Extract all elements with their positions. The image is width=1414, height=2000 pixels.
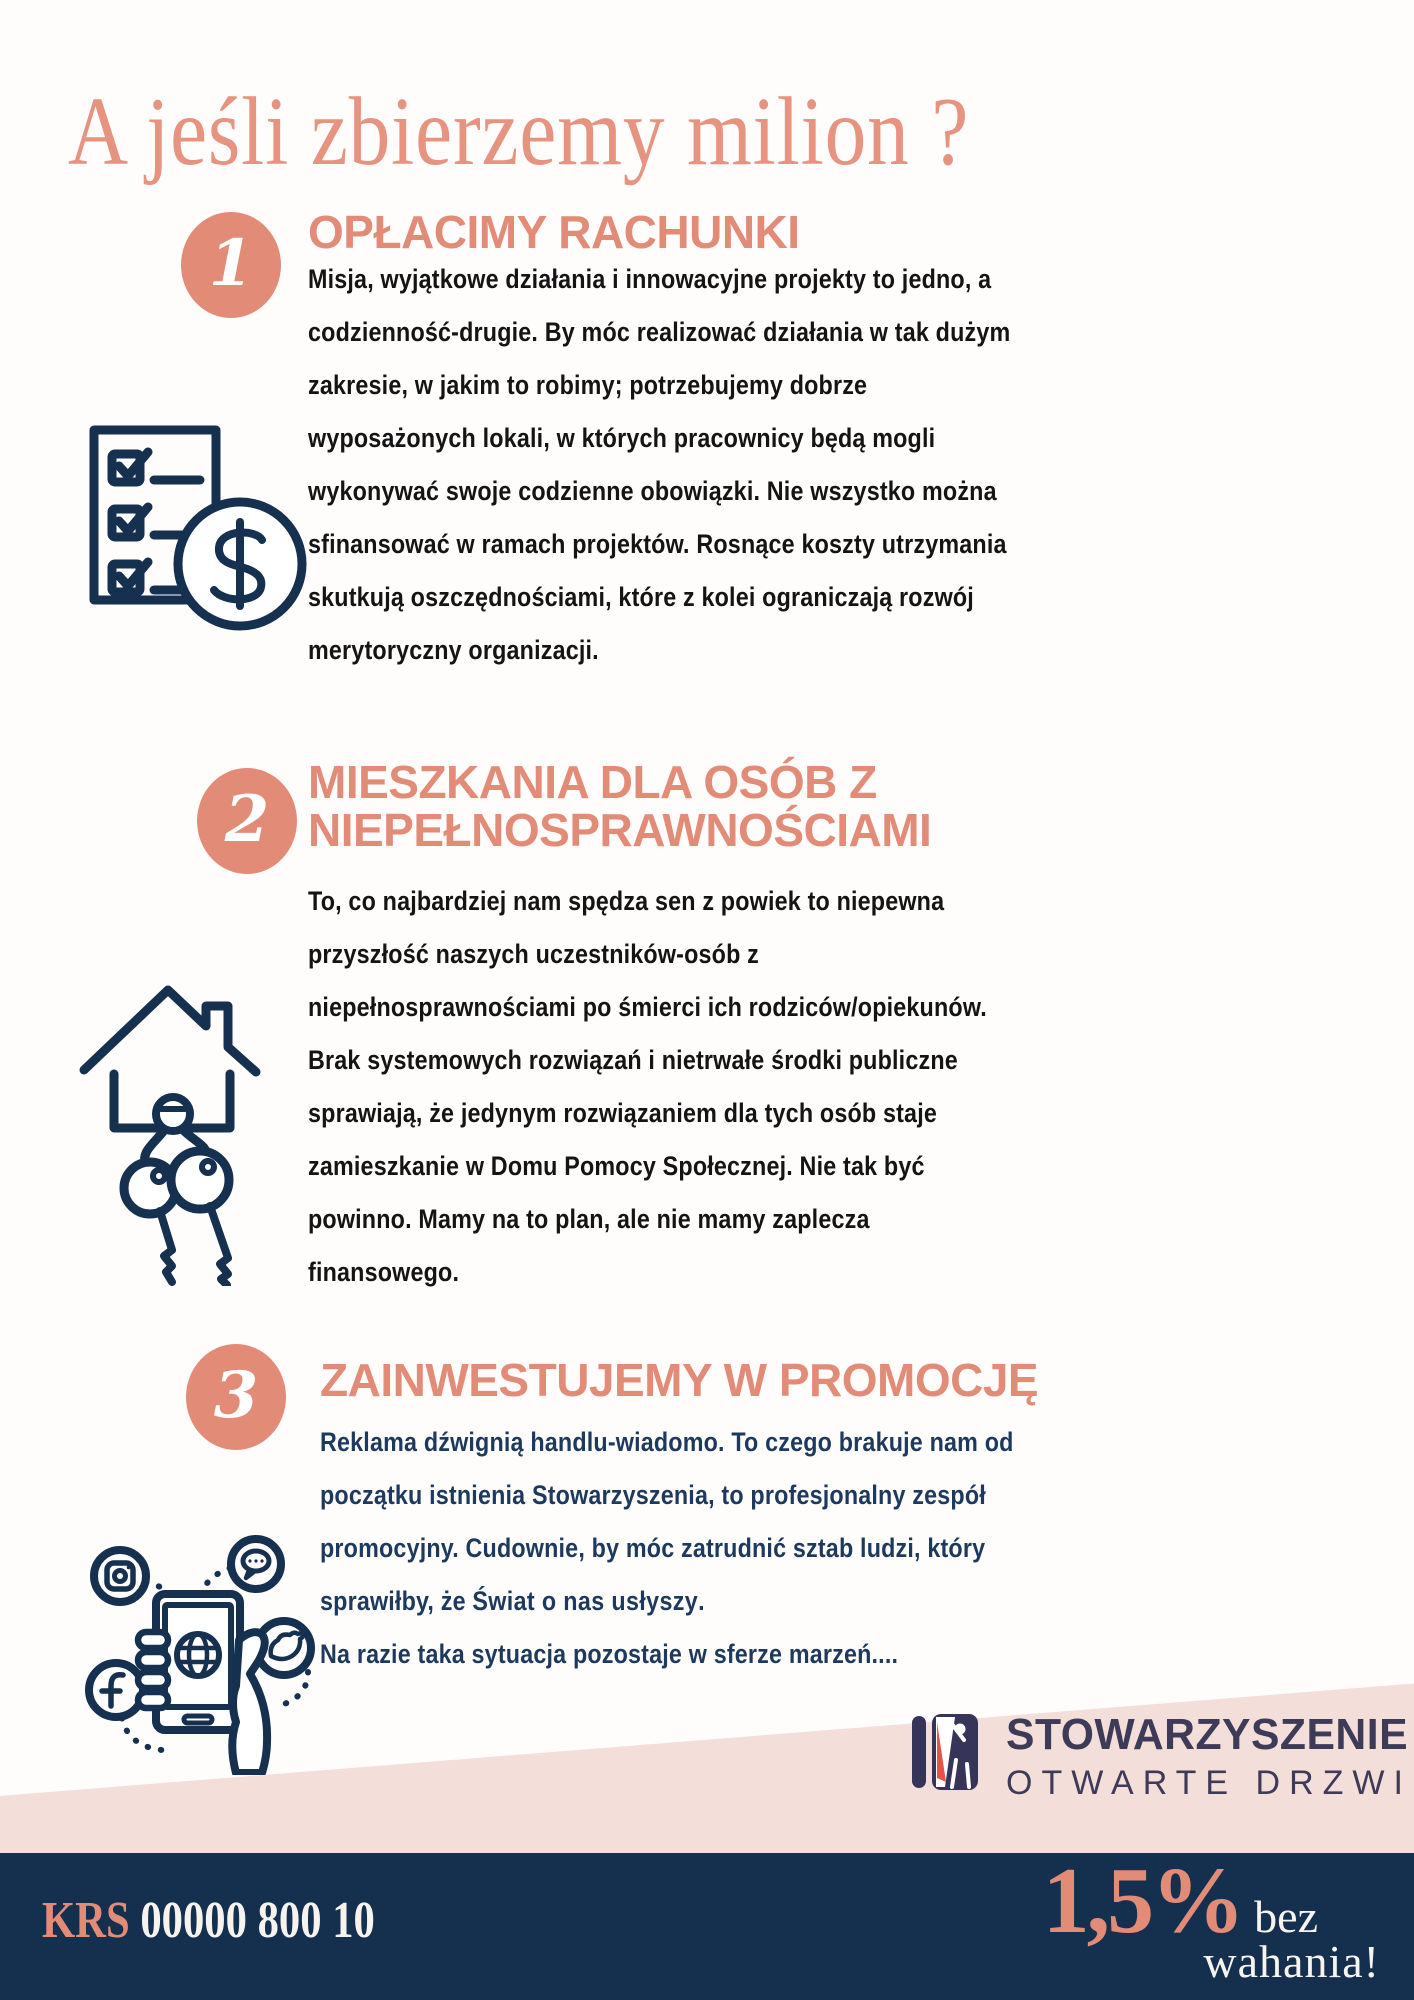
body-line: sprawiłby, że Świat o nas usłyszy.	[320, 1586, 705, 1616]
logo-subname: OTWARTE DRZWI	[1006, 1764, 1412, 1802]
house-keys-icon	[70, 968, 310, 1286]
krs-digits: 00000 800 10	[140, 1892, 375, 1949]
section-1-body	[308, 253, 1106, 677]
organization-logo	[912, 1700, 1412, 1802]
body-line: sfinansować w ramach projektów. Rosnące koszty utrzymania	[308, 529, 1007, 559]
phone-social-media-icon	[50, 1490, 335, 1775]
section-3-body	[320, 1416, 1108, 1681]
body-line: zakresie, w jakim to robimy; potrzebujemy dobrze	[308, 370, 868, 400]
logo-name: STOWARZYSZENIE	[1006, 1710, 1409, 1759]
body-line: Misja, wyjątkowe działania i innowacyjne projekty to jedno, a	[308, 264, 992, 294]
body-line: promocyjny. Cudownie, by móc zatrudnić sztab ludzi, który	[320, 1533, 986, 1563]
body-line: sprawiają, że jedynym rozwiązaniem dla tych osób staje	[308, 1098, 938, 1128]
section-3-number-badge	[186, 1344, 286, 1450]
section-2-heading: MIESZKANIA DLA OSÓB Z NIEPEŁNOSPRAWNOŚCIAMI	[308, 756, 932, 856]
section-1-number-badge	[181, 212, 281, 318]
body-line: codzienność-drugie. By móc realizować działania w tak dużym	[308, 317, 1011, 347]
body-line: niepełnosprawnościami po śmierci ich rodziców/opiekunów.	[308, 992, 987, 1022]
body-line: wykonywać swoje codzienne obowiązki. Nie wszystko można	[308, 476, 997, 506]
invoice-dollar-icon	[82, 422, 317, 634]
section-1-number: 1	[208, 225, 254, 301]
body-line: Na razie taka sytuacja pozostaje w sferze marzeń....	[320, 1639, 899, 1669]
body-line: powinno. Mamy na to plan, ale nie mamy zaplecza	[308, 1204, 870, 1234]
section-3-heading: ZAINWESTUJEMY W PROMOCJĘ	[320, 1354, 1039, 1406]
body-line: zamieszkanie w Domu Pomocy Społecznej. Nie tak być	[308, 1151, 925, 1181]
open-door-logo-icon	[912, 1714, 978, 1790]
section-1-heading: OPŁACIMY RACHUNKI	[308, 206, 800, 258]
body-line: To, co najbardziej nam spędza sen z powiek to niepewna	[308, 886, 945, 916]
body-line: Reklama dźwignią handlu-wiadomo. To czego brakuje nam od	[320, 1427, 1014, 1457]
body-line: przyszłość naszych uczestników-osób z	[308, 939, 760, 969]
section-3-number: 3	[213, 1357, 259, 1433]
section-2-body	[308, 875, 1080, 1299]
tagline-word-wahania: wahania!	[1203, 1936, 1380, 1987]
percent-value: 1,5%	[1042, 1849, 1243, 1953]
body-line: merytoryczny organizacji.	[308, 635, 599, 665]
krs-label: KRS	[42, 1892, 130, 1949]
krs-number	[42, 1891, 375, 1950]
body-line: skutkują oszczędnościami, które z kolei ograniczają rozwój	[308, 582, 974, 612]
tagline-word-bez: bez	[1254, 1891, 1318, 1942]
section-2-number-badge	[197, 768, 297, 874]
bold-emphasis: Świat o nas usłyszy	[472, 1586, 699, 1616]
body-line: Brak systemowych rozwiązań i nietrwałe środki publiczne	[308, 1045, 958, 1075]
footer-bar	[0, 1849, 1414, 2000]
section-2-number: 2	[224, 781, 270, 857]
body-line: wyposażonych lokali, w których pracownicy będą mogli	[308, 423, 936, 453]
page-title: A jeśli zbierzemy milion ?	[68, 78, 970, 186]
body-line: początku istnienia Stowarzyszenia, to profesjonalny zespół	[320, 1480, 986, 1510]
body-line: finansowego.	[308, 1257, 460, 1287]
